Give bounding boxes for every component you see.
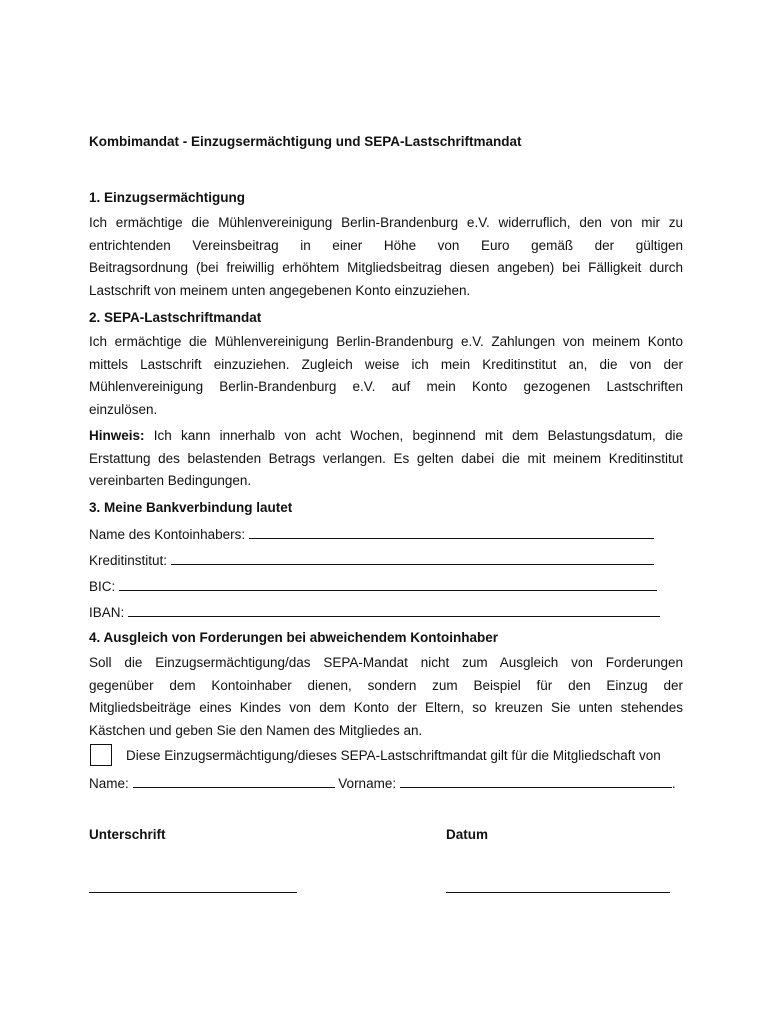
membership-checkbox[interactable] xyxy=(90,744,112,766)
date-line[interactable] xyxy=(446,891,670,893)
bank-label: Kreditinstitut: xyxy=(89,553,168,568)
page-title: Kombimandat - Einzugsermächtigung und SEPA-Lastschriftmandat xyxy=(89,134,522,149)
note-line2: Erstattung des belastenden Betrags verlangen. Es gelten dabei die mit meinem Kreditinstitut xyxy=(89,450,683,466)
iban-field xyxy=(89,604,660,620)
signature-line[interactable] xyxy=(89,891,297,893)
end-period: . xyxy=(671,776,676,791)
section3-heading: 3. Meine Bankverbindung lautet xyxy=(89,500,293,515)
section1-line2b: Euro gemäß der gültigen xyxy=(481,237,684,253)
account-holder-label: Name des Kontoinhabers: xyxy=(89,527,246,542)
checkbox-label: Diese Einzugsermächtigung/dieses SEPA-Lastschriftmandat gilt für die Mitgliedschaft von xyxy=(126,748,661,763)
section1-line4: Lastschrift von meinem unten angegebenen Konto einzuziehen. xyxy=(89,283,471,299)
section1-line2a: entrichtenden Vereinsbeitrag in einer Höhe von xyxy=(89,237,460,253)
section2-line2: mittels Lastschrift einzuziehen. Zugleich weise ich mein Kreditinstitut an, die von der xyxy=(89,356,683,372)
member-name-label: Name: xyxy=(89,776,129,791)
bic-input[interactable] xyxy=(119,578,657,591)
section2-line4: einzulösen. xyxy=(89,402,158,418)
bank-input[interactable] xyxy=(171,552,654,565)
bic-field xyxy=(89,578,657,594)
date-label: Datum xyxy=(446,827,489,842)
bank-field xyxy=(89,552,654,568)
section1-heading: 1. Einzugsermächtigung xyxy=(89,190,246,205)
section4-heading: 4. Ausgleich von Forderungen bei abweichendem Kontoinhaber xyxy=(89,630,499,645)
member-name-field xyxy=(89,775,676,791)
bic-label: BIC: xyxy=(89,579,116,594)
account-holder-input[interactable] xyxy=(249,526,654,539)
note-line1 xyxy=(89,425,683,448)
iban-input[interactable] xyxy=(128,604,660,617)
member-name-input[interactable] xyxy=(133,775,335,788)
note-line3: vereinbarten Bedingungen. xyxy=(89,473,252,489)
note-label: Hinweis: xyxy=(89,428,145,443)
section2-line1: Ich ermächtige die Mühlenvereinigung Berlin-Brandenburg e.V. Zahlungen von meinem Konto xyxy=(89,334,683,349)
section1-line1: Ich ermächtige die Mühlenvereinigung Berlin-Brandenburg e.V. widerruflich, den von mir zu xyxy=(89,215,683,230)
section2-note xyxy=(89,425,683,493)
section4-line1: Soll die Einzugsermächtigung/das SEPA-Mandat nicht zum Ausgleich von Forderungen xyxy=(89,655,683,670)
section2-heading: 2. SEPA-Lastschriftmandat xyxy=(89,310,262,325)
member-firstname-input[interactable] xyxy=(400,775,672,788)
section1-line2 xyxy=(89,235,683,258)
section2-paragraph xyxy=(89,331,683,422)
section4-line3: Mitgliedsbeiträge eines Kindes von dem Konto der Eltern, so kreuzen Sie unten stehendes xyxy=(89,700,683,716)
section4-line2: gegenüber dem Kontoinhaber dienen, sondern zum Beispiel für den Einzug der xyxy=(89,677,683,693)
section1-line3: Beitragsordnung (bei freiwillig erhöhtem Mitgliedsbeitrag diesen angeben) bei Fälligkeit durch xyxy=(89,260,683,276)
section4-line4: Kästchen und geben Sie den Namen des Mitgliedes an. xyxy=(89,723,423,739)
member-firstname-label: Vorname: xyxy=(338,776,397,791)
iban-label: IBAN: xyxy=(89,605,125,620)
signature-label: Unterschrift xyxy=(89,827,166,842)
account-holder-field xyxy=(89,526,654,542)
section4-paragraph xyxy=(89,652,683,743)
section2-line3: Mühlenvereinigung Berlin-Brandenburg e.V. auf mein Konto gezogenen Lastschriften xyxy=(89,379,683,395)
section1-paragraph xyxy=(89,212,683,303)
note-line1-text: Ich kann innerhalb von acht Wochen, beginnend mit dem Belastungsdatum, die xyxy=(153,428,683,443)
